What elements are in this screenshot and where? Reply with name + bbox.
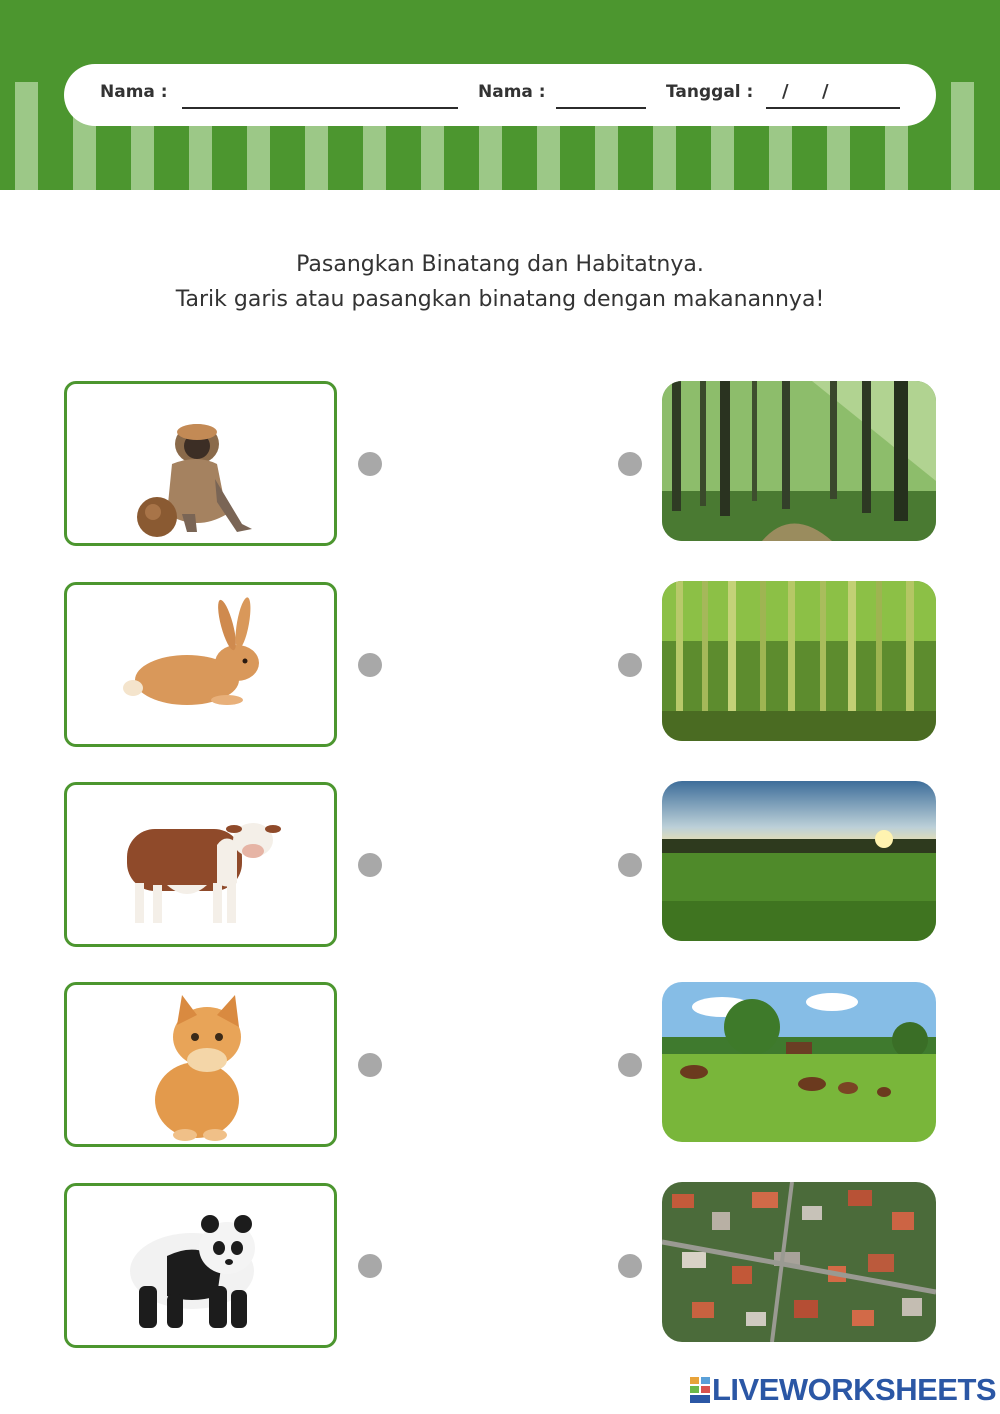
liveworksheets-logo-icon	[690, 1377, 710, 1403]
date-separator: /	[782, 81, 789, 102]
name-label-2: Nama :	[478, 82, 546, 102]
name-field-2[interactable]	[556, 107, 646, 109]
animal-connector-dot[interactable]	[358, 452, 382, 476]
instruction-title: Pasangkan Binatang dan Habitatnya.	[296, 252, 704, 277]
animal-card-rabbit[interactable]	[64, 582, 337, 747]
habitat-town[interactable]	[662, 1182, 936, 1342]
habitat-bamboo-forest[interactable]	[662, 581, 936, 741]
header-stripe	[951, 82, 974, 190]
bamboo-forest-image	[662, 581, 936, 741]
instruction-subtitle: Tarik garis atau pasangkan binatang dengan makanannya!	[175, 287, 825, 312]
habitat-grassland[interactable]	[662, 781, 936, 941]
animal-card-cat[interactable]	[64, 982, 337, 1147]
animal-connector-dot[interactable]	[358, 653, 382, 677]
date-field[interactable]	[766, 107, 900, 109]
animal-card-monkey[interactable]	[64, 381, 337, 546]
panda-image	[67, 1186, 334, 1345]
habitat-farm-pasture[interactable]	[662, 982, 936, 1142]
cow-image	[67, 785, 334, 944]
forest-image	[662, 381, 936, 541]
animal-card-cow[interactable]	[64, 782, 337, 947]
cat-image	[67, 985, 334, 1144]
animal-card-panda[interactable]	[64, 1183, 337, 1348]
animal-connector-dot[interactable]	[358, 853, 382, 877]
monkey-image	[67, 384, 334, 543]
farm-pasture-image	[662, 982, 936, 1142]
animal-connector-dot[interactable]	[358, 1254, 382, 1278]
liveworksheets-logo-text: LIVEWORKSHEETS	[712, 1372, 997, 1407]
date-separator: /	[822, 81, 829, 102]
rabbit-image	[67, 585, 334, 744]
student-info-bar	[64, 64, 936, 126]
name-label: Nama :	[100, 82, 168, 102]
habitat-connector-dot[interactable]	[618, 653, 642, 677]
grassland-image	[662, 781, 936, 941]
header-band	[0, 0, 1000, 190]
habitat-connector-dot[interactable]	[618, 853, 642, 877]
name-field[interactable]	[182, 107, 458, 109]
habitat-connector-dot[interactable]	[618, 452, 642, 476]
animal-connector-dot[interactable]	[358, 1053, 382, 1077]
town-image	[662, 1182, 936, 1342]
habitat-connector-dot[interactable]	[618, 1254, 642, 1278]
habitat-connector-dot[interactable]	[618, 1053, 642, 1077]
header-stripe	[15, 82, 38, 190]
date-label: Tanggal :	[666, 82, 754, 102]
habitat-forest[interactable]	[662, 381, 936, 541]
